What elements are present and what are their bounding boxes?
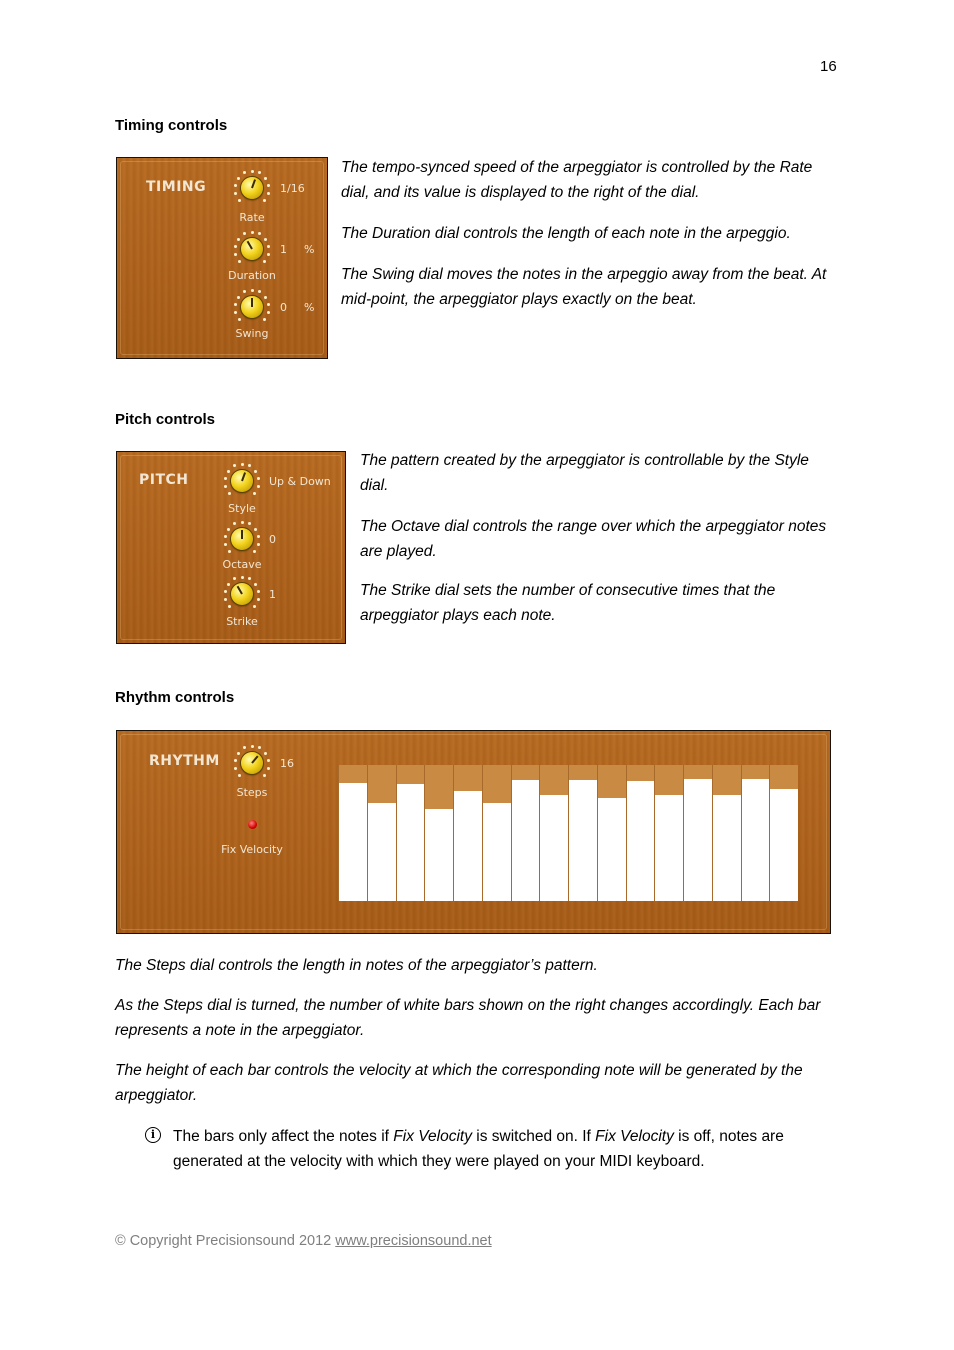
style-dial[interactable] [222,461,262,501]
velocity-bar[interactable] [512,780,540,901]
step-column[interactable] [654,765,683,901]
step-column[interactable] [769,765,798,901]
velocity-bar[interactable] [569,780,597,901]
timing-para-rate: The tempo-synced speed of the arpeggiator is controlled by the Rate dial, and its value is displayed to the right of the dial. [341,159,813,201]
page-number: 16 [820,58,837,75]
fix-velocity-note [173,1124,853,1174]
rate-dial[interactable] [232,168,272,208]
velocity-bar[interactable] [483,803,511,901]
rhythm-para-height: The height of each bar controls the velocity at which the corresponding note will be generated by the arpeggiator. [115,1062,803,1104]
velocity-bar[interactable] [627,781,655,901]
style-value: Up & Down [269,475,331,488]
step-column[interactable] [683,765,712,901]
velocity-bar[interactable] [770,789,798,901]
step-column[interactable] [367,765,396,901]
rhythm-panel [116,730,831,934]
velocity-bar[interactable] [713,795,741,901]
style-label: Style [228,502,256,515]
note-text-2: is switched on. If [471,1128,596,1145]
timing-para-swing: The Swing dial moves the notes in the arpeggio away from the beat. At mid-point, the arpeggiator plays exactly on the beat. [341,266,827,308]
timing-panel [116,157,328,359]
velocity-bar[interactable] [368,803,396,901]
swing-value: 0 [280,301,287,314]
strike-label: Strike [226,615,258,628]
strike-value: 1 [269,588,276,601]
velocity-bar[interactable] [598,798,626,901]
velocity-bar[interactable] [540,795,568,901]
swing-dial[interactable] [232,287,272,327]
velocity-bar[interactable] [425,809,453,901]
velocity-bar[interactable] [339,783,367,901]
step-column[interactable] [424,765,453,901]
rhythm-para-bars: As the Steps dial is turned, the number of white bars shown on the right changes accordingly. Each bar represents a note in the arpeggiator. [115,997,821,1039]
pitch-panel-title: PITCH [139,472,189,488]
velocity-bars[interactable] [338,765,798,901]
step-column[interactable] [539,765,568,901]
timing-panel-title: TIMING [146,179,207,195]
fix-velocity-label: Fix Velocity [221,843,283,856]
pitch-heading: Pitch controls [115,411,216,428]
pitch-panel [116,451,346,644]
rhythm-heading: Rhythm controls [115,689,235,706]
velocity-bar[interactable] [397,784,425,901]
step-column[interactable] [568,765,597,901]
step-column[interactable] [482,765,511,901]
pitch-para-octave: The Octave dial controls the range over which the arpeggiator notes are played. [360,518,827,560]
octave-dial[interactable] [222,519,262,559]
rate-value: 1/16 [280,182,305,195]
steps-dial[interactable] [232,743,272,783]
timing-description [341,155,841,312]
note-emphasis-1: Fix Velocity [393,1128,472,1145]
octave-label: Octave [222,558,262,571]
pitch-description [360,448,840,628]
copyright-text: © Copyright Precisionsound 2012 [115,1233,336,1249]
website-link[interactable]: www.precisionsound.net [335,1233,492,1249]
footer [115,1233,492,1249]
fix-velocity-led[interactable] [248,820,257,829]
duration-value: 1 [280,243,287,256]
pitch-para-strike: The Strike dial sets the number of consecutive times that the arpeggiator plays each note. [360,582,776,624]
rhythm-panel-title: RHYTHM [149,753,220,769]
rhythm-para-steps: The Steps dial controls the length in notes of the arpeggiator’s pattern. [115,957,598,974]
note-text-1: The bars only affect the notes if [173,1128,394,1145]
note-text-3: is off, notes are generated at the velocity with which they were played on your MIDI keyboard. [173,1128,784,1170]
step-column[interactable] [626,765,655,901]
velocity-bar[interactable] [742,779,770,901]
step-column[interactable] [453,765,482,901]
rhythm-description [115,953,845,1108]
duration-unit: % [304,243,315,256]
timing-heading: Timing controls [115,117,228,134]
info-icon: i [145,1127,161,1143]
velocity-bar[interactable] [454,791,482,901]
step-column[interactable] [511,765,540,901]
rate-label: Rate [239,211,265,224]
step-column[interactable] [396,765,425,901]
velocity-bar[interactable] [684,779,712,901]
step-column[interactable] [712,765,741,901]
step-column[interactable] [338,765,367,901]
velocity-bar[interactable] [655,795,683,901]
step-column[interactable] [741,765,770,901]
swing-label: Swing [235,327,269,340]
duration-dial[interactable] [232,229,272,269]
strike-dial[interactable] [222,574,262,614]
step-column[interactable] [597,765,626,901]
pitch-para-style: The pattern created by the arpeggiator is controllable by the Style dial. [360,452,809,494]
steps-label: Steps [236,786,268,799]
timing-para-duration: The Duration dial controls the length of each note in the arpeggio. [341,225,791,242]
swing-unit: % [304,301,315,314]
steps-value: 16 [280,757,294,770]
duration-label: Duration [228,269,276,282]
octave-value: 0 [269,533,276,546]
note-emphasis-2: Fix Velocity [595,1128,674,1145]
